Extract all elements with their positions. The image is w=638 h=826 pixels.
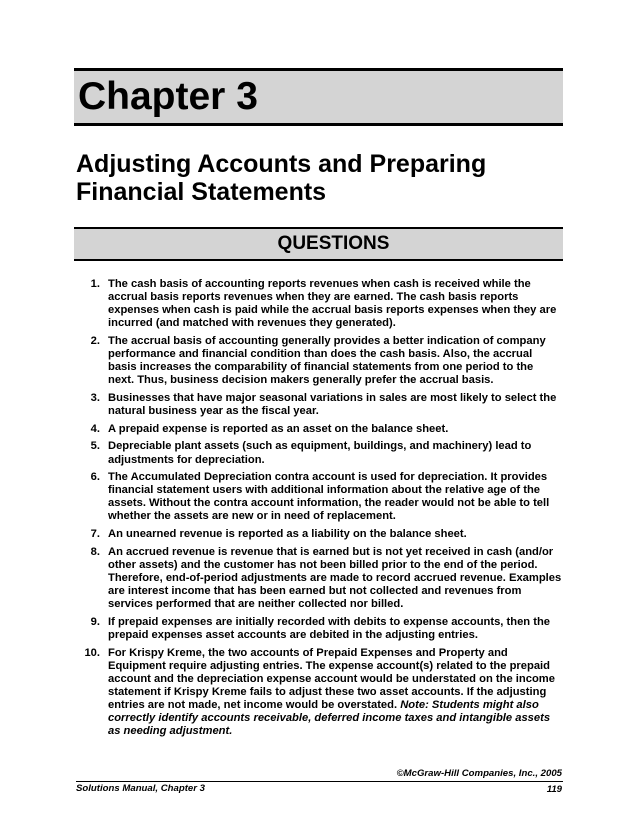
question-number: 1. (90, 278, 100, 290)
question-text: An unearned revenue is reported as a liability on the balance sheet. (108, 528, 467, 541)
question-note: Note: Students might also correctly identify accounts receivable, deferred income taxes and intangible assets as needing adjustment. (108, 699, 551, 738)
question-item (76, 392, 562, 418)
question-text: Depreciable plant assets (such as equipment, buildings, and machinery) lead to adjustments for depreciation. (108, 440, 532, 466)
copyright-notice: ©McGraw-Hill Companies, Inc., 2005 (396, 768, 562, 779)
footer-divider (76, 781, 563, 782)
question-number: 8. (90, 545, 100, 558)
chapter-subtitle: Adjusting Accounts and Preparing Financial Statements (76, 150, 487, 206)
question-text: Businesses that have major seasonal variations in sales are most likely to select the natural business year as the fiscal year. (108, 391, 557, 418)
question-item (76, 616, 562, 642)
question-item (76, 546, 562, 611)
question-number: 2. (90, 334, 100, 347)
chapter-title: Chapter 3 (78, 75, 258, 118)
footer-manual-label: Solutions Manual, Chapter 3 (76, 783, 205, 794)
question-item (76, 471, 562, 523)
question-text: The Accumulated Depreciation contra account is used for depreciation. It provides financial statement users with additional information about the relative age of the assets. Without the contra account information, the reader would not be able to tell whether the assets are new or in need of replacement. (108, 471, 550, 523)
page-number: 119 (546, 784, 562, 795)
question-text: The cash basis of accounting reports revenues when cash is received while the accrual basis reports revenues when they are earned. The cash basis reports expenses when cash is paid while the accrual basis reports expenses when they are incurred (and matched with revenues they generated). (108, 278, 557, 330)
question-number: 4. (90, 422, 100, 435)
question-number: 3. (90, 391, 100, 404)
question-number: 6. (90, 471, 100, 484)
question-text: If prepaid expenses are initially recorded with debits to expense accounts, then the prepaid expenses asset accounts are debited in the adjusting entries. (108, 615, 551, 641)
question-item (76, 335, 562, 387)
questions-list (76, 278, 562, 743)
question-item (76, 423, 562, 436)
question-number: 9. (90, 615, 100, 628)
question-item (76, 440, 562, 466)
question-item (76, 528, 562, 541)
question-number: 10. (84, 646, 100, 659)
question-body: For Krispy Kreme, the two accounts of Prepaid Expenses and Property and Equipment require adjusting entries. The expense account(s) related to the prepaid account and the depreciation expense account would be understated on the income statement if Krispy Kreme fails to adjust these two asset accounts. If the adjusting entries are not made, net income would be overstated. (108, 646, 555, 712)
question-item (76, 647, 562, 739)
question-text: An accrued revenue is revenue that is earned but is not yet received in cash (and/or other assets) and the customer has not been billed prior to the end of the period. Therefore, end-of-period adjustments are made to record accrued revenue. Examples are interest income that has been earned but not collected and revenues from services performed that are neither collected nor billed. (108, 545, 562, 611)
question-text: The accrual basis of accounting generally provides a better indication of company performance and financial condition than does the cash basis. Also, the accrual basis increases the comparability of financial statements from one period to the next. Thus, business decision makers generally prefer the accrual basis. (108, 334, 546, 387)
question-text (100, 647, 562, 739)
question-text: A prepaid expense is reported as an asset on the balance sheet. (108, 422, 449, 435)
section-title: QUESTIONS (277, 233, 390, 254)
question-number: 5. (90, 440, 100, 453)
question-number: 7. (90, 528, 100, 541)
chapter-header-bar (74, 68, 563, 126)
question-item (76, 278, 562, 330)
questions-header-bar (74, 227, 563, 261)
